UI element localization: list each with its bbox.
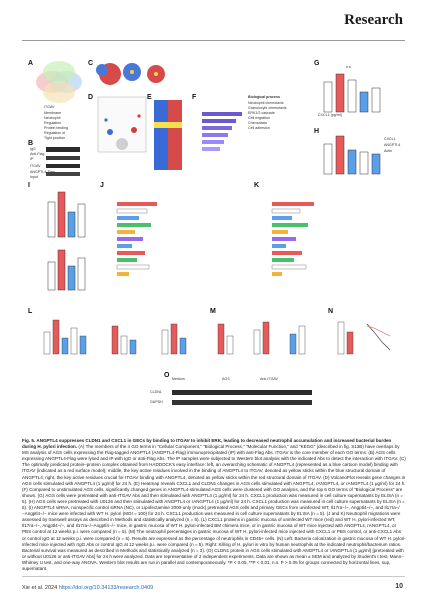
panel-g-label: n.s. bbox=[346, 65, 352, 69]
panel-l-bars bbox=[44, 320, 186, 354]
panel-label-l: L bbox=[28, 308, 33, 315]
journal-section-title: Research bbox=[344, 12, 403, 28]
panel-c-structures bbox=[96, 63, 165, 85]
panel-label-b: B bbox=[28, 140, 34, 147]
panel-label-e: E bbox=[147, 94, 152, 101]
panel-a-label: Neutrophil bbox=[44, 116, 61, 120]
panel-d-volcano bbox=[98, 97, 146, 152]
panel-a-label: Protein binding bbox=[44, 126, 68, 130]
doi-link[interactable]: https://doi.org/10.34133/research.0409 bbox=[58, 585, 154, 591]
panel-m-bars bbox=[218, 322, 305, 354]
footer-citation bbox=[22, 585, 153, 591]
figure-caption-title: ANGPTL4 suppresses CLDN1 and CXCL1 in GECs by binding to ITGAV to inhibit ERK, leading to decreased neutrophil accumulation and increased bacterial burden during H. pylori infection. bbox=[22, 438, 392, 450]
panel-b-label: ITGAV bbox=[30, 164, 41, 168]
panel-e-label: Biological process bbox=[248, 95, 280, 99]
panel-e-label: ERK1/2 cascade bbox=[248, 111, 275, 115]
panel-label-g: G bbox=[314, 60, 320, 67]
header-divider bbox=[22, 40, 405, 41]
figure-caption bbox=[22, 438, 406, 572]
footer-divider bbox=[22, 576, 405, 577]
panel-h-label: ANGPTL4 bbox=[384, 143, 401, 147]
panel-o-label: Medium bbox=[172, 377, 185, 381]
panel-o-label: AGS bbox=[222, 377, 230, 381]
panel-a-label: ITGAV bbox=[44, 105, 55, 109]
panel-label-d: D bbox=[88, 94, 94, 101]
panel-h-label: Actin bbox=[384, 149, 392, 153]
panel-n-curves bbox=[338, 322, 390, 354]
panel-label-i: I bbox=[28, 182, 30, 189]
panel-label-m: M bbox=[210, 308, 216, 315]
page-number: 10 bbox=[395, 583, 403, 590]
panel-b-label: Input bbox=[30, 175, 38, 179]
panel-o-label: Anti-ITGAV bbox=[260, 377, 278, 381]
panel-h-bars bbox=[324, 136, 380, 174]
panel-j-hbars bbox=[117, 202, 157, 276]
panel-label-j: J bbox=[100, 182, 104, 189]
panel-e-label: Chemotaxis bbox=[248, 121, 267, 125]
figure-5 bbox=[22, 52, 405, 414]
panel-a-label: Regulation bbox=[44, 121, 62, 125]
panel-e-heatmap bbox=[154, 100, 182, 170]
panel-h-label: CXCL1 bbox=[384, 137, 396, 141]
panel-a-label: Tight junction bbox=[44, 136, 66, 140]
panel-a-label: Regulation of bbox=[44, 131, 66, 135]
panel-o-label: CLDN1 bbox=[150, 390, 162, 394]
panel-a-label: Membrane bbox=[44, 111, 62, 115]
panel-a-venn bbox=[36, 61, 82, 103]
panel-f-go-bars bbox=[202, 112, 242, 151]
panel-g-label: CXCL1 (pg/ml) bbox=[318, 113, 342, 117]
citation-authors: Xie et al. 2024 bbox=[22, 585, 58, 591]
panel-label-o: O bbox=[164, 372, 170, 379]
panel-e-label: Granulocyte chemotaxis bbox=[248, 106, 287, 110]
figure-caption-body: (A) The members of the 4 GO terms in "Cellular Component," "Biological Process," "Molecular Function," and "KEGG" (described in fig. S13B) have overlaps by MS analysis of AGS cells expressing the Flag-tagged ANGPTL4 (ANGPTL4-Flag) immunoprecipitated (IP) with anti-Flag Abs. ITGAV is the core member of each GO terms. (B) AGS cells expressing ANGPTL4-Flag were lysed and IP with IgG or anti-Flag Abs. The IP samples were subjected to Western blot analysis with the indicated Abs to detect the interaction with ITGAV. (C) The optimally predicted protein–protein complex obtained from HADDOCK's easy interface: left, an overarching schematic of ANGPTL4 (represented as a blue cartoon model) binding with ITGAV (indicated as a red surface model); middle, the key active residues involved in the binding of ANGPTL4 to ITGAV, denoted as yellow sticks within the blue structural domain of ANGPTL4; right, the key active residues crucial for ITGAV binding with ANGPTL4, denoted as yellow sticks within the red structural domain of ITGAV. (D) VolcanoPlot reveals gene changes in AGS cells stimulated with ANGPTL4 (1 μg/ml) for 24 h. (E) Heatmap reveals CXCL1 and CLDN1 changes in AGS cells stimulated with ANGPTL4, rANGPTL4, or rANGPTL4 (1 μg/ml) for 24 h. (F) Compared to unstimulated AGS cells, significantly changed genes in ANGPTL4-stimulated AGS cells were clustered with GO analysis, and the top 6 GO terms of "Biological Process" are shown. (G) AGS cells were pretreated with anti-ITGAV Abs and then stimulated with ANGPTL4 (1 μg/ml) for 24 h. CXCL1 production was measured in cell culture supernatants by ELISA (n = 5). (H) AGS cells were pretreated with U0126 and then stimulated with ANGPTL4 or rANGPTL4 (1 μg/ml) for 24 h. CXCL1 production was measured in cell culture supernatants by ELISA (n = 5). (I) ANGPTL4 siRNA, nonspecific control siRNA (NC), or Lipofectamine 2000-only (mock) pretreated AGS cells and primary GECs from uninfected WT, Il17ra−/−, Angptl4−/−, and Il17ra−/−Angptl4−/− mice were infected with WT H. pylori (MOI = 100) for 24 h. CXCL1 production was measured in cell culture supernatants by ELISA (n = 5). (J and K) Neutrophil migrations were assessed by transwell assays as described in Methods and statistically analyzed (n = 5). (L) CXCL1 proteins in gastric mucosa of uninfected WT mice (red) and WT H. pylori-infected WT, Il17ra−/−, Angptl4−/−, and Il17ra−/−Angptl4−/− mice, in gastric mucosa of WT H. pylori-infected BM chimera mice, or in gastric mucosa of WT mice injected with ANGPTL4, rANGPTL4, or PBS control at 12 weeks p.i. were compared (n = 5). (M) The neutrophil percentages in gastric mucosa of WT H. pylori-infected mice injected with CXCL1 or PBS control, or anti-CXCL1 Abs or control IgG at 12 weeks p.i. were compared (n = 5). Results are expressed as the percentage of neutrophils in CD45+ cells. (N) Left: Bacteria colonization in gastric mucosa of WT H. pylori-infected mice injected with rIgG Abs or control IgG at 12 weeks p.i. were compared (n = 5). Right: Killing of H. pylori in vitro by human neutrophils at the indicated neutrophil/bacterium ratios. Bacterial survival was measured as described in Methods and statistically analyzed (n = 3). (O) CLDN1 protein in AGS cells stimulated with ANGPTL4 or rANGPTL4 (1 μg/ml) [pretreated with or without U0126 or anti-ITGAV Abs] for 24 h were analyzed. Data are representative of 2 independent experiments. Data are shown as mean ± SEM and analyzed by Student's t test, Mann–Whitney U test, and one-way ANOVA. Western blot results are run in parallel and contemporaneously. *P < 0.05, **P < 0.01, n.s. P > 0.05 for groups connected by horizontal lines, sup, supernatant. bbox=[22, 444, 406, 571]
panel-e-label: Neutrophil chemotaxis bbox=[248, 101, 284, 105]
panel-b-label: IgG bbox=[30, 147, 36, 151]
figure-caption-label: Fig. 5. bbox=[22, 438, 36, 443]
panel-label-a: A bbox=[28, 60, 34, 67]
panel-i-bars bbox=[48, 192, 85, 290]
panel-label-n: N bbox=[328, 308, 334, 315]
panel-k-hbars bbox=[272, 202, 314, 276]
panel-o-blot bbox=[172, 390, 312, 405]
panel-g-bars bbox=[324, 74, 380, 112]
panel-e-label: Cell adhesion bbox=[248, 126, 270, 130]
panel-b-label: ANGPTL4-Flag bbox=[30, 170, 55, 174]
panel-label-f: F bbox=[192, 94, 197, 101]
panel-b-label: Anti-Flag bbox=[30, 152, 45, 156]
panel-label-c: C bbox=[88, 60, 94, 67]
panel-label-h: H bbox=[314, 128, 320, 135]
panel-label-k: K bbox=[254, 182, 260, 189]
panel-b-label: IP bbox=[30, 157, 34, 161]
figure-graphic bbox=[22, 52, 405, 414]
panel-o-label: GAPDH bbox=[150, 400, 163, 404]
panel-e-label: Cell migration bbox=[248, 116, 270, 120]
